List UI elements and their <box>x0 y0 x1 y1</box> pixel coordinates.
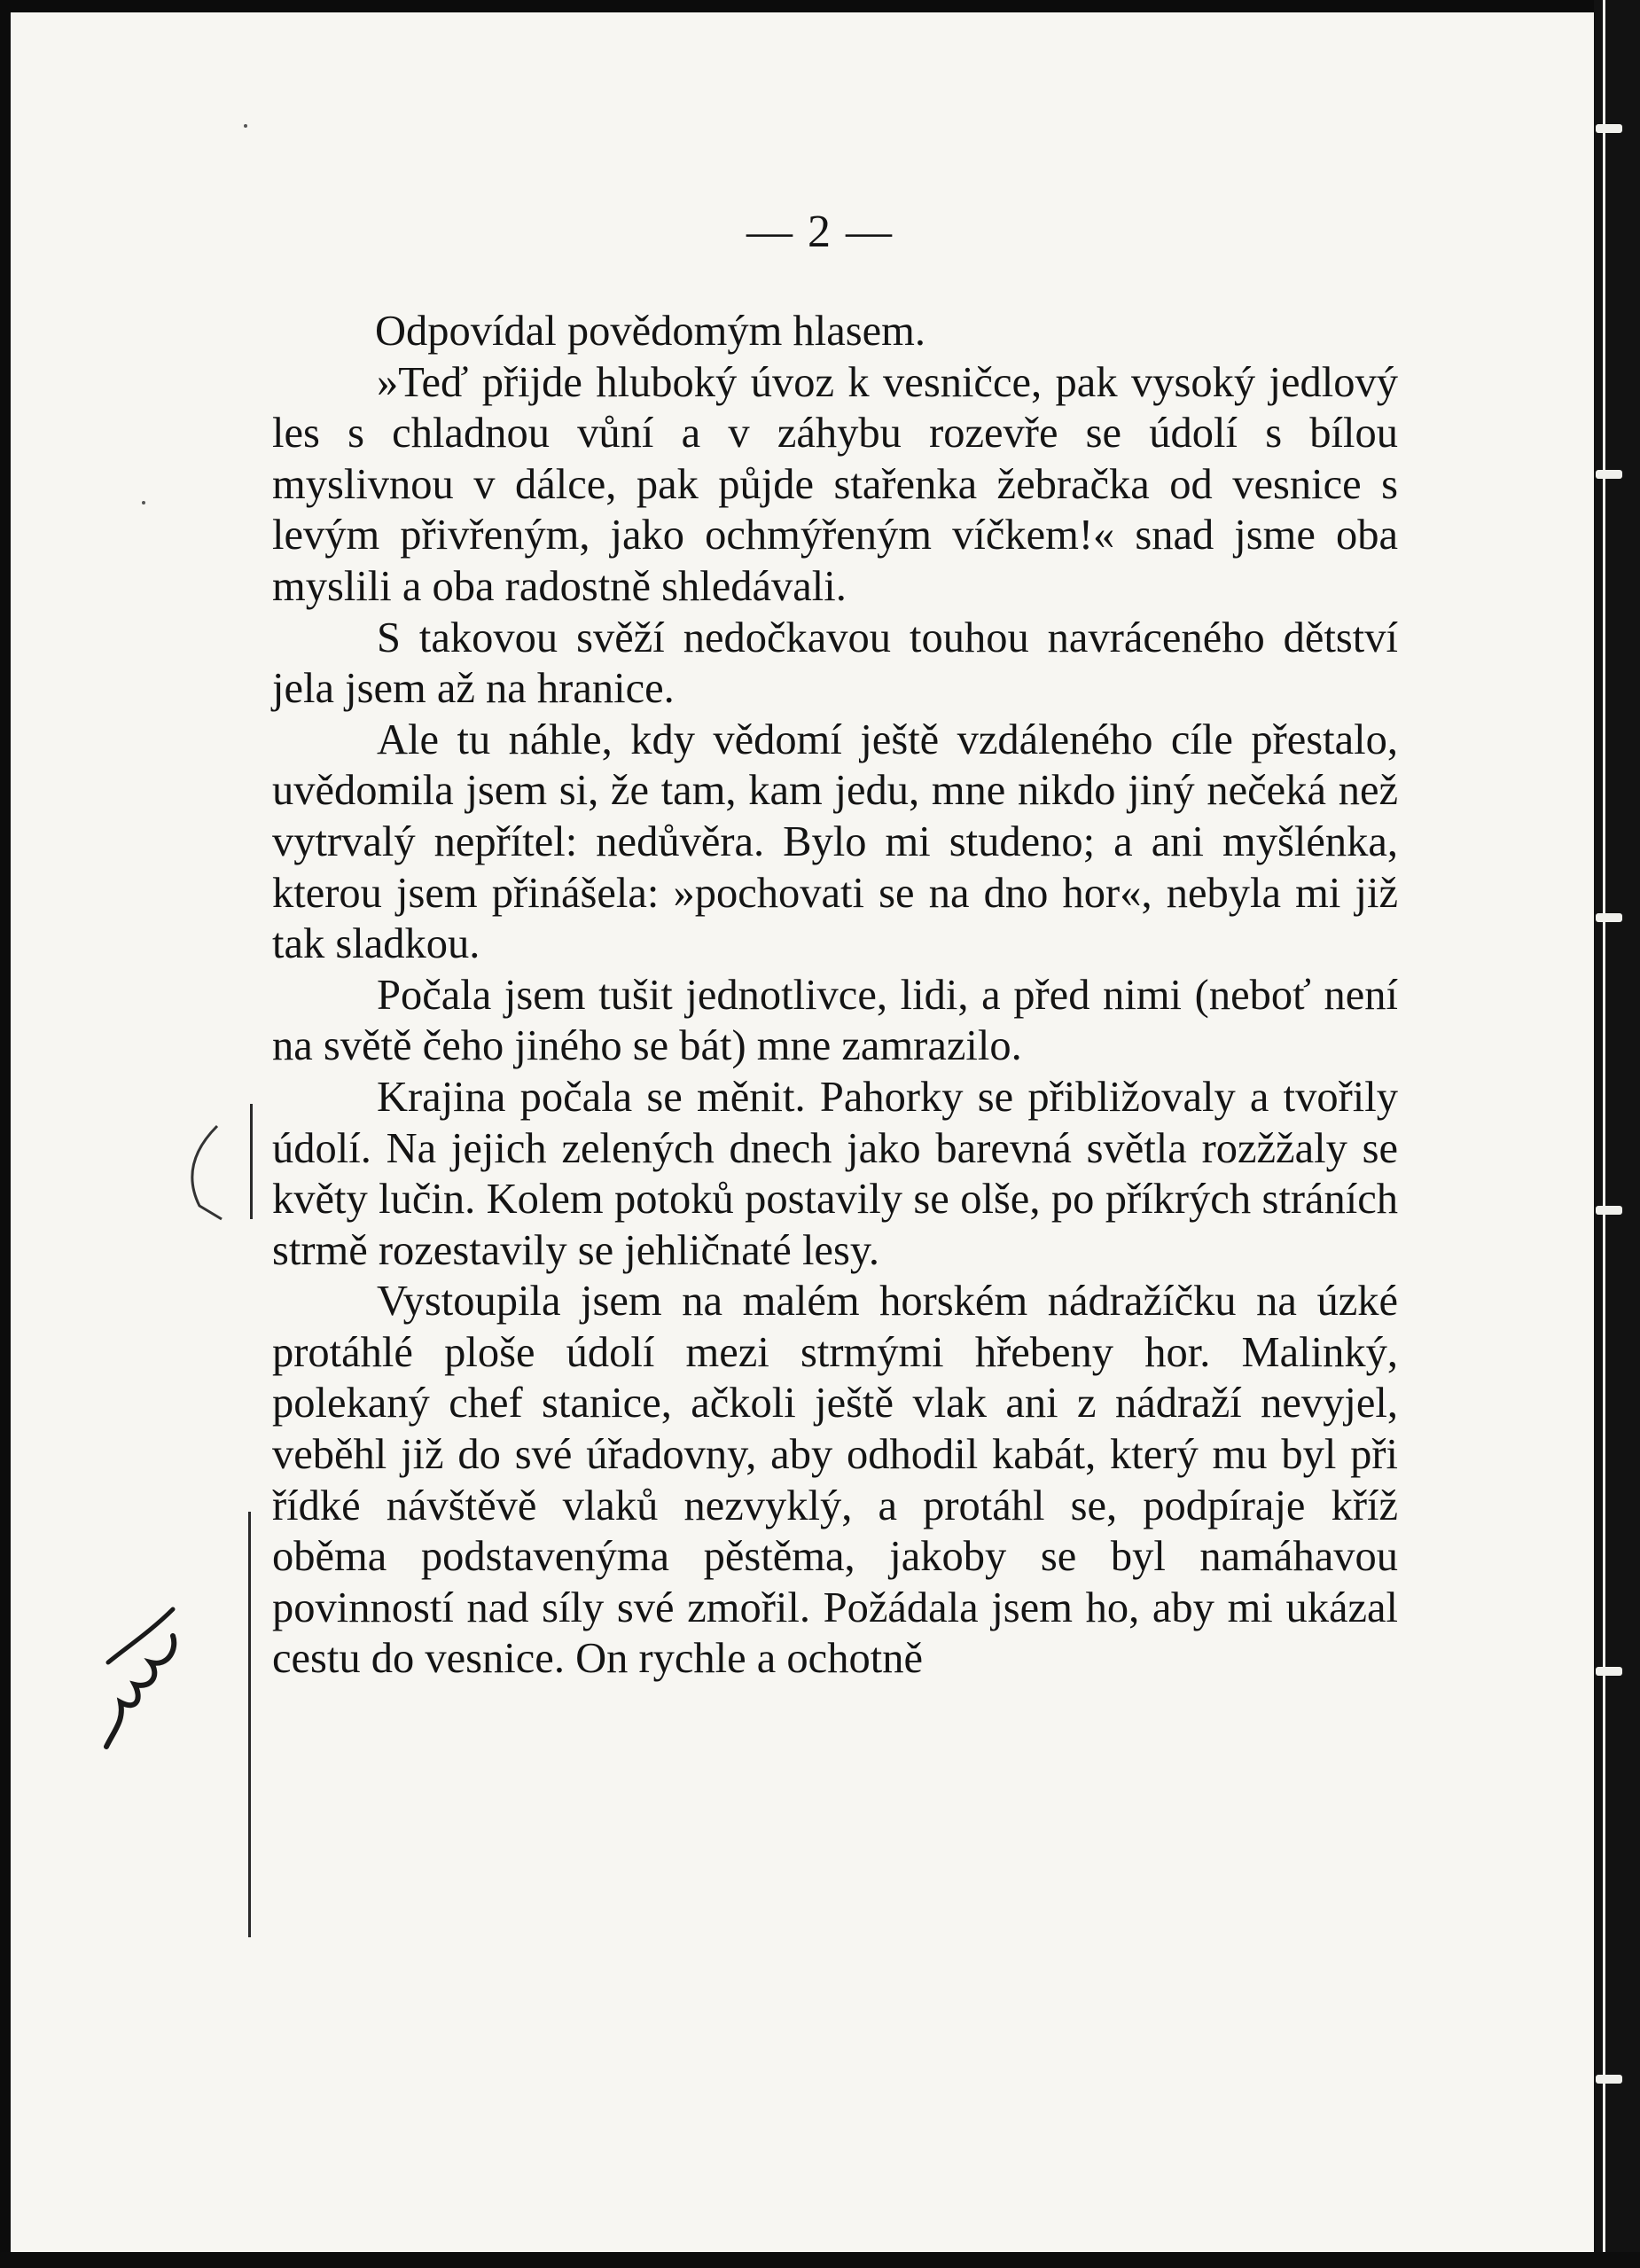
edge-clip <box>1596 1667 1622 1676</box>
paragraph: S takovou svěží nedočkavou touhou navráceného dětství jela jsem až na hranice. <box>272 614 1398 713</box>
paper-speck <box>142 501 145 504</box>
handwritten-margin-note <box>89 1596 195 1764</box>
edge-rule <box>1603 0 1605 2268</box>
edge-clip <box>1596 124 1622 133</box>
margin-pencil-line <box>248 1512 251 1937</box>
margin-bracket-mark <box>182 1099 244 1241</box>
page-number: — 2 — <box>746 207 894 257</box>
binding-edge <box>1594 0 1640 2268</box>
paragraph: Krajina počala se měnit. Pahorky se přibližovaly a tvořily údolí. Na jejich zelených dnech jako barevná světla rozžžaly se květy lučin. Kolem potoků postavily se olše, po příkrých stráních strmě rozestavily se jehličnaté lesy. <box>272 1073 1398 1274</box>
edge-clip <box>1596 1206 1622 1215</box>
body-text <box>272 306 1398 1685</box>
edge-clip <box>1596 2075 1622 2084</box>
paragraph: Odpovídal povědomým hlasem. <box>375 308 925 355</box>
edge-clip <box>1596 913 1622 922</box>
paragraph: Počala jsem tušit jednotlivce, lidi, a před nimi (neboť není na světě čeho jiného se bát) mne zamrazilo. <box>272 971 1398 1070</box>
paper-speck <box>244 124 247 128</box>
paragraph: Ale tu náhle, kdy vědomí ještě vzdáleného cíle přestalo, uvědomila jsem si, že tam, kam jedu, mne nikdo jiný nečeká než vytrvalý nepřítel: nedůvěra. Bylo mi studeno; a ani myšlénka, kterou jsem přinášela: »pochovati se na dno hor«, nebyla mi již tak sladkou. <box>272 716 1398 968</box>
paragraph: »Teď přijde hluboký úvoz k vesničce, pak vysoký jedlový les s chladnou vůní a v záhybu rozevře se údolí s bílou myslivnou v dálce, pak půjde stařenka žebračka od vesnice s levým přivřeným, jako ochmýřeným víčkem!« snad jsme oba myslili a oba radostně shledávali. <box>272 358 1398 610</box>
paragraph: Vystoupila jsem na malém horském nádražíčku na úzké protáhlé ploše údolí mezi strmými hřebeny hor. Malinký, polekaný chef stanice, ačkoli ještě vlak ani z nádraží nevyjel, veběhl již do své úřadovny, aby odhodil kabát, který mu byl při řídké návštěvě vlaků nezvyklý, a protáhl se, podpíraje kříž oběma podstavenýma pěstěma, jakoby se byl namáhavou povinností nad síly své zmořil. Požádala jsem ho, aby mi ukázal cestu do vesnice. On rychle a ochotně <box>272 1278 1398 1683</box>
bottom-edge <box>0 2252 1640 2268</box>
edge-clip <box>1596 470 1622 479</box>
margin-pencil-line <box>250 1104 253 1219</box>
